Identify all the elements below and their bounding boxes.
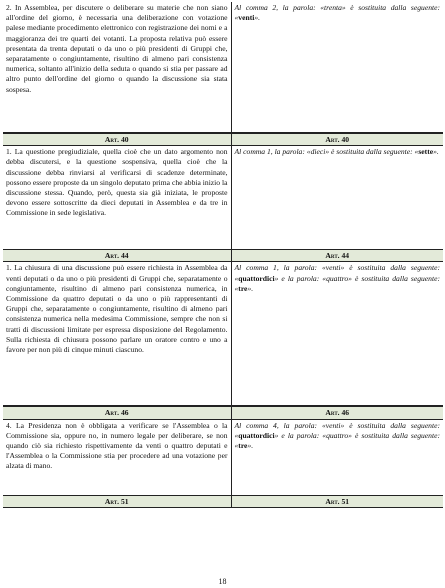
amendment-text: Al comma 2, la parola: «trenta» è sostituita dalla seguente: « <box>234 3 440 23</box>
article-heading: Art. 46 <box>231 406 443 419</box>
amendment-text: Al comma 1, la parola: «venti» è sostituita dalla seguente: « <box>234 263 440 283</box>
current-text-cell: 2. In Assemblea, per discutere o deliberare su materie che non siano all'ordine del giorno, è necessaria una deliberazione con votazione palese mediante procedimento elettronico con registrazione dei nomi e a maggioranza dei tre quarti dei votanti. La proposta relativa può essere presentata da trenta deputati o da uno o più presidenti di Gruppi che, separatamente o congiuntamente, risultino di almeno pari consistenza numerica, soltanto all'inizio della seduta o quando si stia per passare ad altro punto dell'ordine del giorno o quando la discussione sia stata sospesa. <box>3 2 231 133</box>
article-heading: Art. 51 <box>231 495 443 507</box>
article-heading: Art. 40 <box>3 133 231 146</box>
article-header-row <box>3 250 443 262</box>
amendment-bold: venti <box>238 13 255 23</box>
current-text-cell: 1. La questione pregiudiziale, quella cioè che un dato argomento non debba discutersi, e la questione sospensiva, quella cioè che la discussione debba rinviarsi al verificarsi di scadenze determinate, possono essere proposte da un singolo deputato prima che abbia inizio la discussione stessa. Quando, però, questa sia già iniziata, le proposte devono essere sottoscritte da dieci deputati in Assemblea e da tre in Commissione in sede legislativa. <box>3 146 231 250</box>
article-header-row <box>3 495 443 507</box>
amendment-text: ». <box>433 147 439 157</box>
comparison-page <box>3 2 443 508</box>
amendment-text: » e la parola: «quattro» è sostituita dalla seguente: « <box>234 273 440 293</box>
article-heading: Art. 44 <box>3 250 231 262</box>
table-row <box>3 262 443 407</box>
article-heading: Art. 44 <box>231 250 443 262</box>
amendment-text: Al comma 1, la parola: «dieci» è sostituita dalla seguente: « <box>234 147 419 157</box>
amendment-bold: quattordici <box>238 430 275 440</box>
amendment-text-cell <box>231 2 443 133</box>
amendment-bold: sette <box>418 147 434 157</box>
amendment-text: ». <box>247 441 254 451</box>
article-heading: Art. 51 <box>3 495 231 507</box>
amendment-text-cell <box>231 146 443 250</box>
table-row <box>3 146 443 250</box>
current-text-cell: 1. La chiusura di una discussione può essere richiesta in Assemblea da venti deputati o da uno o più presidenti di Gruppi che, separatamente o congiuntamente, risultino di almeno pari consistenza numerica, in Commissione da quattro deputati o da uno o più rappresentanti di Gruppi che, separatamente o congiuntamente, risultino di almeno pari consistenza numerica nella medesima Commissione, sempre che non si tratti di discussioni limitate per espressa disposizione del Regolamento. Sulla richiesta di chiusura possono parlare un oratore contro e uno a favore per non più di cinque minuti ciascuno. <box>3 262 231 407</box>
amendment-bold: quattordici <box>238 273 275 283</box>
amendment-text-cell <box>231 419 443 495</box>
article-heading: Art. 40 <box>231 133 443 146</box>
amendment-text: ». <box>254 13 261 23</box>
comparison-table <box>3 2 443 508</box>
amendment-text: » e la parola: «quattro» è sostituita dalla seguente: « <box>234 430 440 451</box>
amendment-text: ». <box>247 283 254 293</box>
article-header-row <box>3 133 443 146</box>
amendment-text-cell <box>231 262 443 407</box>
amendment-bold: tre <box>238 283 248 293</box>
amendment-bold: tre <box>238 441 248 451</box>
amendment-text: Al comma 4, la parola: «venti» è sostituita dalla seguente: « <box>234 420 440 440</box>
article-heading: Art. 46 <box>3 406 231 419</box>
article-header-row <box>3 406 443 419</box>
table-row <box>3 419 443 495</box>
table-row <box>3 2 443 133</box>
current-text-cell: 4. La Presidenza non è obbligata a verificare se l'Assemblea o la Commissione sia, oppure no, in numero legale per deliberare, se non quando ciò sia richiesto rispettivamente da venti o quattro deputati e l'Assemblea o la Commissione stia per procedere ad una votazione per alzata di mano. <box>3 419 231 495</box>
page-number: 18 <box>218 577 227 586</box>
